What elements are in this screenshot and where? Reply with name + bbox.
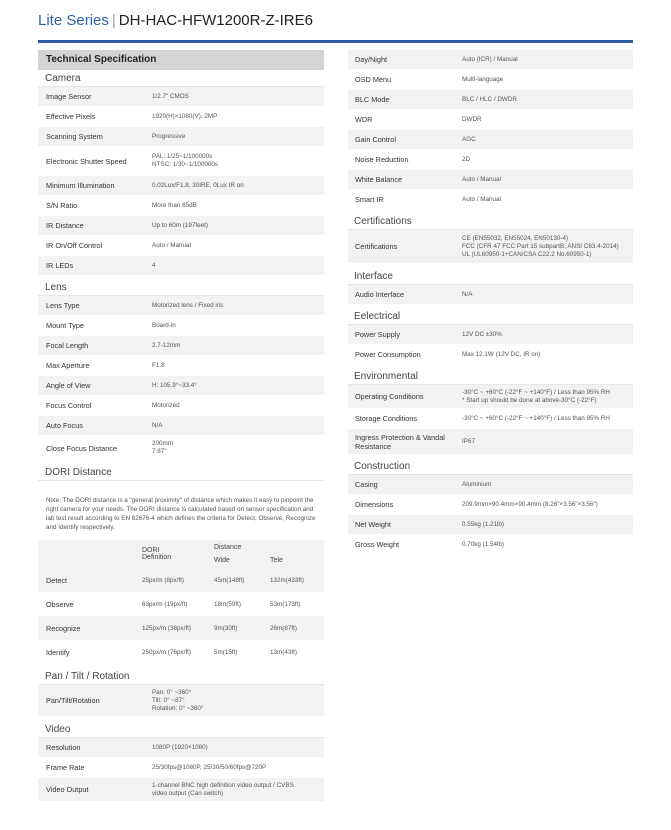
spec-value: DWDR bbox=[462, 115, 482, 123]
dori-tele: 13m(43ft) bbox=[270, 648, 297, 656]
section-lens: Lens bbox=[38, 279, 324, 296]
spec-row bbox=[348, 325, 633, 345]
electrical-rows bbox=[348, 325, 633, 365]
spec-row bbox=[348, 409, 633, 429]
page-header bbox=[38, 12, 313, 29]
spec-value: More than 65dB bbox=[152, 201, 197, 209]
dori-wide: 45m(148ft) bbox=[214, 568, 270, 592]
spec-key: WDR bbox=[355, 115, 373, 124]
dori-definition: 63px/m (19px/ft) bbox=[142, 600, 188, 608]
spec-value: Auto / Manual bbox=[462, 175, 501, 183]
spec-key: Frame Rate bbox=[46, 763, 85, 772]
dori-wide-header: Wide bbox=[214, 557, 230, 564]
spec-row bbox=[348, 110, 633, 130]
spec-row bbox=[38, 316, 324, 336]
header-separator: | bbox=[111, 12, 116, 29]
spec-value bbox=[152, 689, 324, 713]
spec-value-line: UL (UL60950-1+CAN/CSA C22.2 No.60950-1) bbox=[462, 250, 592, 258]
spec-key: Casing bbox=[355, 480, 378, 489]
spec-value-line: CE (EN55032, EN55024, EN50130-4) bbox=[462, 234, 569, 242]
left-column bbox=[38, 50, 324, 802]
spec-value: Multi-language bbox=[462, 75, 504, 83]
spec-value bbox=[152, 153, 324, 169]
dori-row bbox=[38, 616, 324, 640]
spec-value: H: 105.9°~33.4° bbox=[152, 381, 197, 389]
spec-value-line: video output (Can switch) bbox=[152, 789, 224, 797]
right-column bbox=[348, 50, 633, 555]
dori-tele: 26m(87ft) bbox=[270, 616, 324, 640]
spec-key: Auto Focus bbox=[46, 421, 83, 430]
dori-definition-header: DORI Definition bbox=[142, 540, 214, 568]
spec-row bbox=[348, 50, 633, 70]
cert-rows bbox=[348, 230, 633, 264]
spec-value: N/A bbox=[462, 290, 473, 298]
spec-key: Resolution bbox=[46, 743, 81, 752]
ptr-rows bbox=[38, 685, 324, 717]
spec-key: Net Weight bbox=[355, 520, 391, 529]
spec-row bbox=[38, 147, 324, 176]
spec-value-line: PAL: 1/25~1/100000s bbox=[152, 153, 213, 160]
spec-row bbox=[348, 475, 633, 495]
spec-key: Close Focus Distance bbox=[46, 443, 117, 453]
spec-value: 1/2.7" CMOS bbox=[152, 92, 189, 100]
spec-value: Motorized bbox=[152, 401, 180, 409]
spec-value: IP67 bbox=[462, 437, 475, 445]
spec-value: Motorized lens / Fixed iris bbox=[152, 301, 224, 309]
spec-row bbox=[348, 345, 633, 365]
spec-key: Gain Control bbox=[355, 135, 396, 144]
spec-key: Minimum Illumination bbox=[46, 181, 115, 190]
spec-row bbox=[38, 356, 324, 376]
spec-key: S/N Ratio bbox=[46, 201, 78, 210]
spec-row bbox=[38, 216, 324, 236]
dori-note: Note: The DORI distance is a "general proximity" of distance which makes it easy to pinpoint the right camera for your needs. The DORI distance is calculated based on sensor specification and lab test result according to EN 62676-4 which defines the criteria for Detect, Observe, Recognize and Identify respectively. bbox=[46, 497, 316, 531]
model-number: DH-HAC-HFW1200R-Z-IRE6 bbox=[118, 12, 313, 29]
spec-value: N/A bbox=[152, 421, 163, 429]
section-electrical: Eelectrical bbox=[348, 308, 633, 325]
spec-value-line: 200mm bbox=[152, 440, 173, 447]
spec-value: 209.9mm×90.4mm×90.4mm (8.26"×3.56"×3.56") bbox=[462, 500, 598, 508]
spec-key: Noise Reduction bbox=[355, 155, 409, 164]
spec-key: Mount Type bbox=[46, 321, 84, 330]
spec-value bbox=[152, 440, 324, 456]
video-rows bbox=[38, 738, 324, 802]
spec-value bbox=[462, 235, 633, 259]
section-certifications: Certifications bbox=[348, 213, 633, 230]
spec-value: 25/30fps@1080P, 25/30/50/60fps@720P bbox=[152, 763, 267, 771]
dori-row bbox=[38, 568, 324, 592]
dori-wide: 18m(59ft) bbox=[214, 600, 241, 608]
spec-row bbox=[38, 685, 324, 717]
spec-key: Effective Pixels bbox=[46, 112, 96, 121]
spec-value: Max 12.1W (12V DC, IR on) bbox=[462, 350, 541, 358]
dori-row bbox=[38, 592, 324, 616]
dori-tele: 132m(433ft) bbox=[270, 568, 324, 592]
spec-row bbox=[348, 385, 633, 409]
interface-rows bbox=[348, 285, 633, 305]
spec-key: Ingress Protection & Vandal Resistance bbox=[355, 432, 445, 451]
spec-row bbox=[348, 535, 633, 555]
dori-definition: 25px/m (8px/ft) bbox=[142, 568, 214, 592]
spec-key: Power Supply bbox=[355, 330, 401, 339]
spec-row bbox=[348, 170, 633, 190]
spec-key: Image Sensor bbox=[46, 92, 92, 101]
spec-value: Auto (ICR) / Manual bbox=[462, 55, 518, 63]
spec-value-line: Rotation: 0° ~360° bbox=[152, 704, 204, 712]
spec-key: BLC Mode bbox=[355, 95, 390, 104]
spec-key: Smart IR bbox=[355, 195, 384, 204]
spec-row bbox=[348, 285, 633, 305]
spec-value-line: 7.87'' bbox=[152, 448, 167, 455]
dori-tele: 53m(173ft) bbox=[270, 600, 301, 608]
construction-rows bbox=[348, 475, 633, 555]
spec-value: Auto / Manual bbox=[152, 241, 191, 249]
lens-rows bbox=[38, 296, 324, 461]
spec-row bbox=[348, 515, 633, 535]
section-construction: Construction bbox=[348, 458, 633, 475]
spec-row bbox=[38, 738, 324, 758]
environmental-rows bbox=[348, 385, 633, 455]
spec-key: Gross Weight bbox=[355, 540, 400, 549]
spec-value: Board-in bbox=[152, 321, 176, 329]
spec-key: Dimensions bbox=[355, 500, 394, 509]
spec-value-line: * Start up should be done at above-30°C (-22°F) bbox=[462, 396, 597, 404]
spec-value: Auto / Manual bbox=[462, 195, 501, 203]
spec-value: 2.7-12mm bbox=[152, 341, 181, 349]
spec-value: Up to 60m (197feet) bbox=[152, 221, 209, 229]
video-continued-rows bbox=[348, 50, 633, 210]
dori-label: Recognize bbox=[38, 616, 142, 640]
spec-value: 12V DC ±30% bbox=[462, 330, 502, 338]
dori-tele-header: Tele bbox=[270, 557, 283, 564]
spec-key: Angle of View bbox=[46, 381, 91, 390]
dori-label: Identify bbox=[46, 647, 70, 657]
spec-value: 0.55kg (1.21lb) bbox=[462, 520, 505, 528]
spec-value: -30°C ~ +60°C (-22°F ~ +140°F) / Less than 95% RH bbox=[462, 414, 610, 422]
spec-value-line: NTSC: 1/30~1/100000s bbox=[152, 161, 218, 168]
spec-row bbox=[38, 87, 324, 107]
spec-row bbox=[38, 296, 324, 316]
section-ptr: Pan / Tilt / Rotation bbox=[38, 668, 324, 685]
spec-value: BLC / HLC / DWDR bbox=[462, 95, 517, 103]
dori-header-row bbox=[38, 540, 324, 568]
spec-value-line: FCC (CFR 47 FCC Part 15 subpartB, ANSI C63.4-2014) bbox=[462, 242, 619, 250]
spec-value-line: Tilt: 0° ~87° bbox=[152, 696, 185, 704]
spec-value: 0.02Lux/F1.8, 30IRE, 0Lux IR on bbox=[152, 181, 244, 189]
spec-value: 4 bbox=[152, 261, 156, 269]
spec-row bbox=[38, 336, 324, 356]
dori-table bbox=[38, 540, 324, 664]
spec-row bbox=[348, 190, 633, 210]
spec-row bbox=[348, 150, 633, 170]
spec-row bbox=[38, 396, 324, 416]
spec-value: 1920(H)×1080(V), 2MP bbox=[152, 112, 218, 120]
spec-value: 0.70kg (1.54lb) bbox=[462, 540, 505, 548]
spec-row bbox=[38, 778, 324, 802]
spec-key: Certifications bbox=[355, 242, 398, 251]
dori-definition: 125px/m (38px/ft) bbox=[142, 616, 214, 640]
spec-row bbox=[348, 230, 633, 264]
spec-row bbox=[38, 256, 324, 276]
spec-value: F1.8 bbox=[152, 361, 165, 369]
section-interface: Interface bbox=[348, 268, 633, 285]
spec-key: Day/Night bbox=[355, 55, 388, 64]
section-dori: DORI Distance bbox=[38, 464, 324, 481]
section-video: Video bbox=[38, 721, 324, 738]
spec-key: Power Consumption bbox=[355, 350, 421, 359]
spec-value: 1080P (1920×1080) bbox=[152, 743, 208, 751]
spec-key: Focal Length bbox=[46, 341, 89, 350]
spec-value: 2D bbox=[462, 155, 471, 163]
spec-row bbox=[38, 436, 324, 461]
camera-rows bbox=[38, 87, 324, 276]
spec-key: Electronic Shutter Speed bbox=[46, 156, 127, 166]
spec-title: Technical Specification bbox=[38, 50, 324, 70]
dori-wide: 5m(15ft) bbox=[214, 648, 238, 656]
spec-row bbox=[38, 416, 324, 436]
dori-label: Observe bbox=[46, 599, 74, 609]
spec-key: OSD Menu bbox=[355, 75, 392, 84]
spec-value: Aluminium bbox=[462, 480, 492, 488]
spec-value-line: -30°C ~ +60°C (-22°F ~ +140°F) / Less than 95% RH bbox=[462, 388, 610, 396]
spec-key: Storage Conditions bbox=[355, 414, 418, 423]
section-environmental: Environmental bbox=[348, 368, 633, 385]
spec-key: Scanning System bbox=[46, 132, 103, 141]
spec-row bbox=[38, 376, 324, 396]
spec-key: Pan/Tilt/Rotation bbox=[46, 696, 100, 705]
spec-key: Lens Type bbox=[46, 301, 80, 310]
spec-key: IR Distance bbox=[46, 221, 84, 230]
spec-key: Audio Interface bbox=[355, 290, 405, 299]
spec-value: Progressive bbox=[152, 132, 186, 140]
dori-definition: 250px/m (76px/ft) bbox=[142, 648, 191, 656]
dori-label: Detect bbox=[38, 568, 142, 592]
dori-distance-header: Distance Wide Tele bbox=[214, 540, 324, 568]
spec-row bbox=[38, 176, 324, 196]
spec-key: White Balance bbox=[355, 175, 403, 184]
spec-key: IR On/Off Control bbox=[46, 241, 103, 250]
section-camera: Camera bbox=[38, 70, 324, 87]
spec-value: AGC bbox=[462, 135, 476, 143]
spec-row bbox=[348, 130, 633, 150]
spec-row bbox=[38, 236, 324, 256]
spec-key: IR LEDs bbox=[46, 261, 74, 270]
spec-key: Focus Control bbox=[46, 401, 92, 410]
spec-key: Max Aperture bbox=[46, 361, 90, 370]
spec-value bbox=[152, 782, 324, 798]
spec-value-line: 1-channel BNC high definition video output / CVBS bbox=[152, 781, 294, 789]
spec-row bbox=[38, 196, 324, 216]
spec-row bbox=[348, 495, 633, 515]
dori-wide: 9m(30ft) bbox=[214, 616, 270, 640]
spec-row bbox=[348, 90, 633, 110]
spec-row bbox=[348, 70, 633, 90]
spec-key: Operating Conditions bbox=[355, 392, 424, 401]
series-name: Lite Series bbox=[38, 12, 109, 29]
spec-row bbox=[38, 758, 324, 778]
header-rule bbox=[38, 40, 633, 43]
dori-row bbox=[38, 640, 324, 664]
spec-value bbox=[462, 389, 633, 405]
spec-key: Video Output bbox=[46, 785, 89, 794]
spec-row bbox=[348, 429, 633, 455]
spec-row bbox=[38, 127, 324, 147]
spec-value-line: Pan: 0° ~360° bbox=[152, 688, 192, 696]
spec-row bbox=[38, 107, 324, 127]
